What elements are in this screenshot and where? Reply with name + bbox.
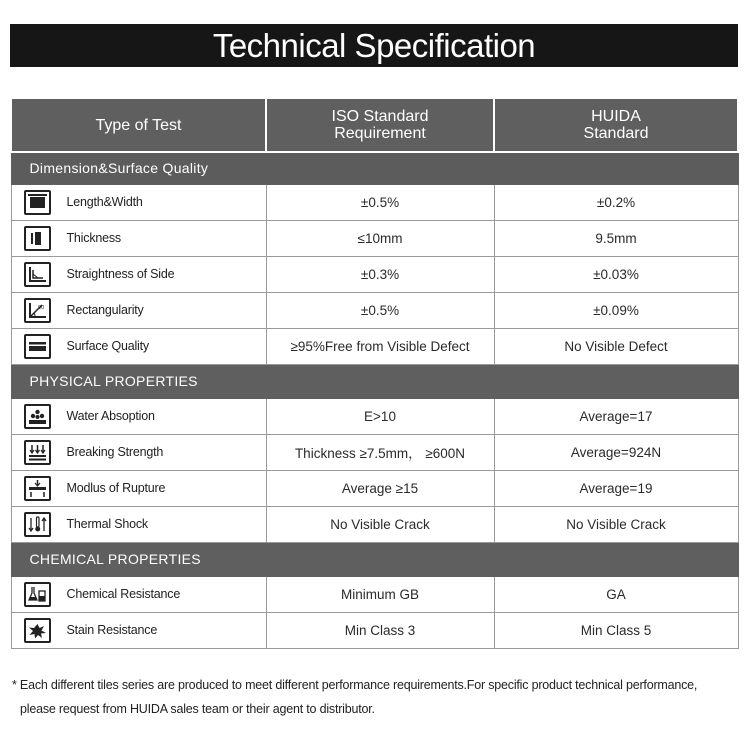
table-row <box>11 328 738 364</box>
rectangularity-icon <box>24 298 51 323</box>
stain-resistance-icon <box>24 618 51 643</box>
iso-value: ±0.3% <box>266 256 494 292</box>
huida-value: Min Class 5 <box>494 612 738 648</box>
table-row <box>11 576 738 612</box>
iso-value: ≤10mm <box>266 220 494 256</box>
thermal-shock-icon <box>24 512 51 537</box>
thickness-icon <box>24 226 51 251</box>
test-label: Thickness <box>66 231 121 245</box>
huida-value: ±0.2% <box>494 184 738 220</box>
header-huida-standard: HUIDA Standard <box>494 98 738 152</box>
huida-value: Average=19 <box>494 470 738 506</box>
iso-value: ±0.5% <box>266 292 494 328</box>
test-label: Modlus of Rupture <box>66 481 166 495</box>
iso-value: ±0.5% <box>266 184 494 220</box>
test-label: Length&Width <box>66 195 143 209</box>
footnote-line-1: * Each different tiles series are produced to meet different performance requirements.For specific product technical performance, <box>12 678 698 692</box>
section-dimension-surface: Dimension&Surface Quality <box>11 152 738 184</box>
section-physical-properties: PHYSICAL PROPERTIES <box>11 364 738 398</box>
header-type-of-test: Type of Test <box>11 98 266 152</box>
spec-table <box>10 97 739 649</box>
footnote-line-2: please request from HUIDA sales team or their agent to distributor. <box>20 702 375 716</box>
iso-value: E>10 <box>266 398 494 434</box>
iso-value: Thickness ≥7.5mm， ≥600N <box>266 434 494 470</box>
table-row <box>11 470 738 506</box>
table-row <box>11 184 738 220</box>
huida-value: 9.5mm <box>494 220 738 256</box>
huida-value: GA <box>494 576 738 612</box>
header-iso-standard: ISO Standard Requirement <box>266 98 494 152</box>
test-label: Stain Resistance <box>66 623 158 637</box>
huida-value: No Visible Crack <box>494 506 738 542</box>
table-row <box>11 220 738 256</box>
test-label: Straightness of Side <box>66 267 175 281</box>
huida-value: No Visible Defect <box>494 328 738 364</box>
chemical-resistance-icon <box>24 582 51 607</box>
table-row <box>11 612 738 648</box>
surface-quality-icon <box>24 334 51 359</box>
straightness-icon <box>24 262 51 287</box>
iso-value: Min Class 3 <box>266 612 494 648</box>
table-row <box>11 434 738 470</box>
modulus-rupture-icon <box>24 476 51 501</box>
page-title: Technical Specification <box>10 24 738 67</box>
table-header-row <box>11 98 738 152</box>
huida-value: ±0.09% <box>494 292 738 328</box>
test-label: Rectangularity <box>66 303 144 317</box>
iso-value: Average ≥15 <box>266 470 494 506</box>
iso-value: ≥95%Free from Visible Defect <box>266 328 494 364</box>
table-row <box>11 506 738 542</box>
iso-value: No Visible Crack <box>266 506 494 542</box>
footnote <box>12 673 740 721</box>
iso-value: Minimum GB <box>266 576 494 612</box>
huida-value: Average=17 <box>494 398 738 434</box>
section-chemical-properties: CHEMICAL PROPERTIES <box>11 542 738 576</box>
svg-text:90: 90 <box>37 304 44 311</box>
huida-value: Average=924N <box>494 434 738 470</box>
huida-value: ±0.03% <box>494 256 738 292</box>
test-label: Water Absoption <box>66 409 155 423</box>
table-row <box>11 256 738 292</box>
test-label: Chemical Resistance <box>66 587 181 601</box>
test-label: Thermal Shock <box>66 517 148 531</box>
table-row <box>11 292 738 328</box>
length-width-icon <box>24 190 51 215</box>
breaking-strength-icon <box>24 440 51 465</box>
test-label: Surface Quality <box>66 339 149 353</box>
test-label: Breaking Strength <box>66 445 164 459</box>
water-absorption-icon <box>24 404 51 429</box>
table-row <box>11 398 738 434</box>
